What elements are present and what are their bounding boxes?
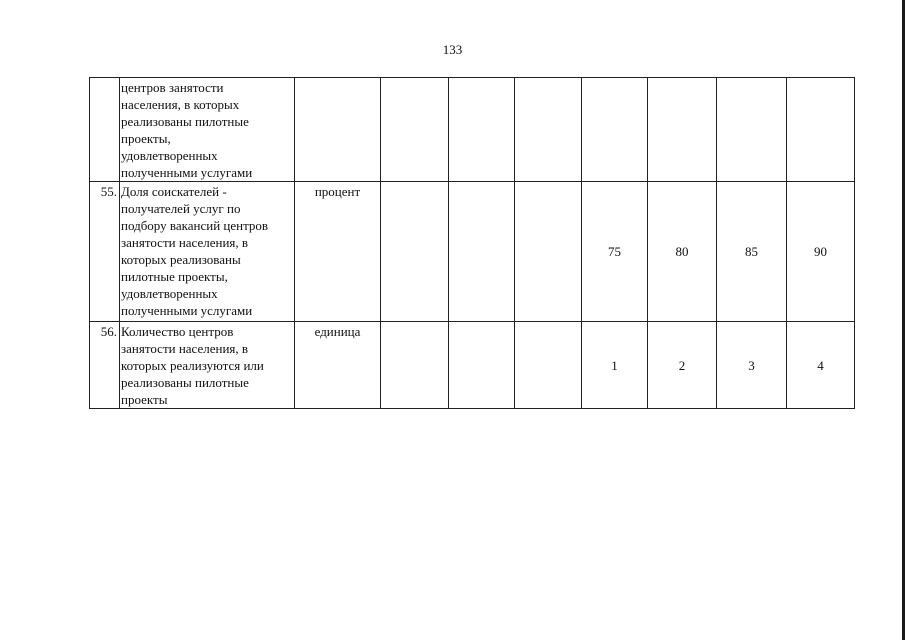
value-cell: 3 — [717, 322, 787, 409]
value-cell — [582, 78, 648, 182]
row-number: 56. — [90, 322, 120, 409]
value-cell: 75 — [582, 182, 648, 322]
table-row — [90, 78, 855, 182]
indicators-table — [89, 77, 855, 409]
indicator-name: Доля соискателей - получателей услуг по подбору вакансий центров занятости населения, в которых реализованы пилотные проекты, удовлетворенных полученными услугами — [120, 182, 295, 322]
value-cell: 85 — [717, 182, 787, 322]
unit-cell: процент — [295, 182, 381, 322]
value-cell — [381, 182, 449, 322]
row-number: 55. — [90, 182, 120, 322]
value-cell — [515, 182, 582, 322]
value-cell — [648, 78, 717, 182]
value-cell — [381, 322, 449, 409]
value-cell: 80 — [648, 182, 717, 322]
table-row — [90, 182, 855, 322]
indicator-name: центров занятости населения, в которых реализованы пилотные проекты, удовлетворенных полученными услугами — [120, 78, 295, 182]
value-cell — [717, 78, 787, 182]
table-row — [90, 322, 855, 409]
value-cell: 2 — [648, 322, 717, 409]
page-number: 133 — [442, 42, 463, 57]
value-cell — [515, 322, 582, 409]
value-cell — [787, 78, 855, 182]
value-cell: 90 — [787, 182, 855, 322]
value-cell — [449, 78, 515, 182]
value-cell: 1 — [582, 322, 648, 409]
value-cell — [515, 78, 582, 182]
indicator-name: Количество центров занятости населения, в которых реализуются или реализованы пилотные проекты — [120, 322, 295, 409]
value-cell — [381, 78, 449, 182]
value-cell — [449, 322, 515, 409]
unit-cell — [295, 78, 381, 182]
row-number — [90, 78, 120, 182]
unit-cell: единица — [295, 322, 381, 409]
value-cell — [449, 182, 515, 322]
value-cell: 4 — [787, 322, 855, 409]
